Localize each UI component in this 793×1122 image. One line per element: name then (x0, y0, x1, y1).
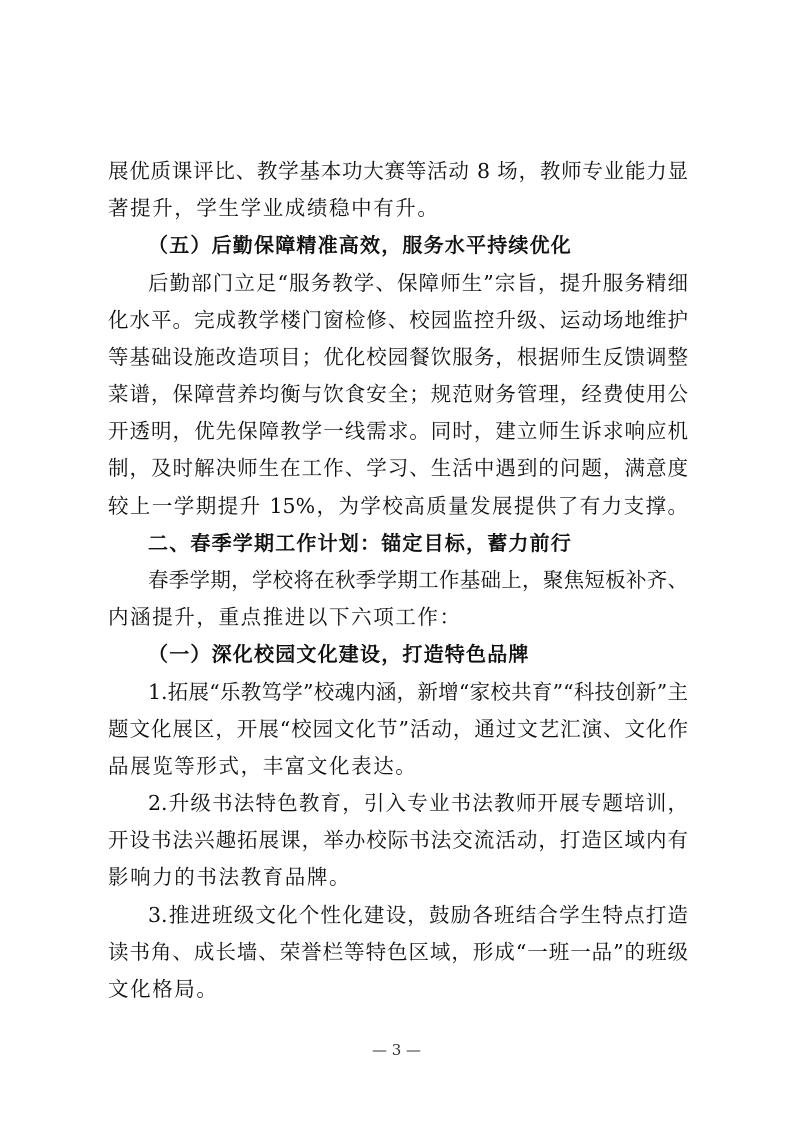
section-heading: 二、春季学期工作计划：锚定目标，蓄力前行 (148, 531, 572, 555)
text-line: 展优质课评比、教学基本功大赛等活动 8 场，教师专业能力显 (108, 159, 688, 183)
text-line: 内涵提升，重点推进以下六项工作： (108, 605, 462, 629)
text-line: 1.拓展“乐教笃学”校魂内涵，新增“家校共育”“科技创新”主 (148, 680, 688, 704)
text-line: 菜谱，保障营养均衡与饮食安全；规范财务管理，经费使用公 (108, 382, 688, 406)
text-line: 文化格局。 (108, 977, 219, 1001)
text-line: 制，及时解决师生在工作、学习、生活中遇到的问题，满意度 (108, 456, 688, 480)
text-line: 等基础设施改造项目；优化校园餐饮服务，根据师生反馈调整 (108, 345, 688, 369)
text-line: 著提升，学生学业成绩稳中有升。 (108, 196, 440, 220)
text-line: 开透明，优先保障教学一线需求。同时，建立师生诉求响应机 (108, 419, 688, 443)
page-number: — 3 — (371, 1041, 422, 1059)
section-heading: （五）后勤保障精准高效，服务水平持续优化 (148, 233, 572, 257)
text-line: 开设书法兴趣拓展课，举办校际书法交流活动，打造区域内有 (108, 828, 688, 852)
text-line: 3.推进班级文化个性化建设，鼓励各班结合学生特点打造 (148, 903, 688, 927)
text-line: 春季学期，学校将在秋季学期工作基础上，聚焦短板补齐、 (148, 568, 688, 592)
text-line: 品展览等形式，丰富文化表达。 (108, 754, 418, 778)
text-line: 后勤部门立足“服务教学、保障师生”宗旨，提升服务精细 (148, 271, 688, 295)
text-line: 读书角、成长墙、荣誉栏等特色区域，形成“一班一品”的班级 (108, 940, 688, 964)
text-line: 题文化展区，开展“校园文化节”活动，通过文艺汇演、文化作 (108, 717, 688, 741)
text-line: 影响力的书法教育品牌。 (108, 865, 352, 889)
text-line: 化水平。完成教学楼门窗检修、校园监控升级、运动场地维护 (108, 308, 688, 332)
section-heading: （一）深化校园文化建设，打造特色品牌 (148, 642, 530, 666)
text-line: 较上一学期提升 15%，为学校高质量发展提供了有力支撑。 (108, 494, 688, 518)
text-line: 2.升级书法特色教育，引入专业书法教师开展专题培训， (148, 791, 688, 815)
